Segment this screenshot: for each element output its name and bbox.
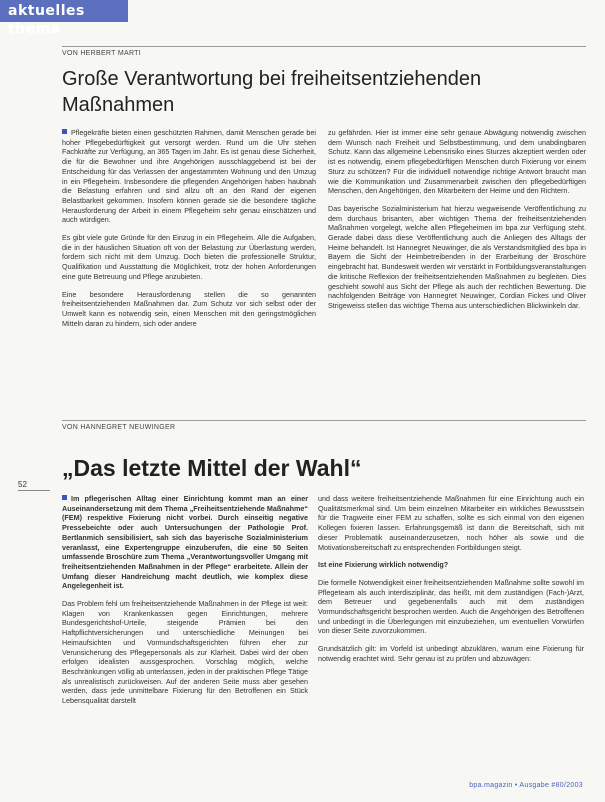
bullet-square-icon: [62, 129, 67, 134]
lead-paragraph: Im pflegerischen Alltag einer Einrichtung kommt man an einer Auseinandersetzung mit dem Thema „Freiheitsentziehende Maßnahme“ (FEM) respektive Fixierung nicht vorbei. Durch einseitig negative Pressebeichte oder auch Untersuchungen der Pathologie Prof. Bertlanmich sensibilisiert, sah sich das bayerische Sozialministerium veranlasst, eine Expertengruppe einzuberufen, die eine 50 Seiten umfassende Broschüre zum Thema „Verantwortungsvoller Umgang mit freiheitsentziehenden Maßnahmen in der Pflege“ erarbeitete. Allein der Umfang dieser Handreichung macht deutlich, wie komplex diese Angelegenheit ist.: [62, 494, 308, 591]
paragraph: Das Problem fehl um freiheitsentziehende Maßnahmen in der Pflege ist weit: Klagen von Krankenkassen gegen Einrichtungen, mehrere Bundesgerichtshof-Urteile, steigende Prämien bei den Haftpflichtversicherungen und unterschiedliche Meinungen bei Heimaufsichten und Vormundschaftsgerichten führen eher zur Verunsicherung des Pflegepersonals als zur Klarheit. Dabei wird der oben erfolgen idealisten aussgesprochen. Vorschlag möglich, welche Beschränkungen völlig ab unterlassen, jeden in der praktischen Pflege Tätige als unrealistisch zurückweisen. Auf der anderen Seite muss aber gesehen werden, dass jede unmittelbare Fixierung für den Betroffenen ein Stück Lebensqualität darstellt: [62, 599, 308, 706]
article-title: Große Verantwortung bei freiheitsentziehenden Maßnahmen: [62, 68, 482, 116]
margin-rule: [18, 490, 50, 491]
paragraph: Die formelle Notwendigkeit einer freiheitsentziehenden Maßnahme sollte sowohl im Pflegeteam als auch interdisziplinär, das heißt, mit dem zuständigen (Fach-)Arzt, dem Betreuer und gegebenenfalls auch mit dem zuständigen Vormundschaftsgericht besprochen werden. Auch die Angehörigen des Betroffenen und unbedingt in die Überlegungen mit einzubeziehen, um eventuellen Vorwürfen von dieser Seite zuvorzukommen.: [318, 577, 584, 636]
section-header-bar: [0, 0, 128, 37]
divider: [62, 420, 586, 421]
article-column-right: [316, 128, 586, 319]
bullet-square-icon: [62, 495, 67, 500]
paragraph: Es gibt viele gute Gründe für den Einzug in ein Pflegeheim. Alle die Aufgaben, die in der häuslichen Situation oft von der Belastung zur Überlastung werden, fordern sich nicht mit dem Umzug. Doch bieten die professionelle Struktur, Qualifikation und Ausstattung die Möglichkeit, trotz der hohen Anforderungen eine gute Betreuung und Pflege anzubieten.: [62, 233, 316, 281]
article-column-left: [62, 128, 316, 336]
section-label: aktuelles thema: [8, 3, 85, 37]
subheading: Ist eine Fixierung wirklich notwendig?: [318, 560, 449, 570]
article-title: „Das letzte Mittel der Wahl“: [62, 455, 362, 481]
divider: [62, 46, 586, 47]
paragraph: und dass weitere freiheitsentziehende Maßnahmen für eine Einrichtung auch ein Qualitätsmerkmal sind. Um beim einzelnen Mitarbeiter ein wirkliches Bewusstsein für die Tragweite einer FEM zu schaffen, sollte es sich einmal von den eigenen Kollegen fixieren lassen. Erfahrungsgemäß ist dann die Bereitschaft, sich mit dieser Problematik auseinanderzusetzen, noch höher als sowie und die Motivationsbereitschaft zu entsprechenden Fortbildungen steigt.: [318, 494, 584, 552]
article-column-right: [318, 494, 584, 672]
paragraph: Grundsätzlich gilt: im Vorfeld ist unbedingt abzuklären, warum eine Fixierung für notwendig erachtet wird. Sehr genau ist zu prüfen und abzuwägen:: [318, 644, 584, 663]
footer-text: bpa.magazin • Ausgabe #80/2003: [469, 782, 583, 789]
paragraph: Das bayerische Sozialministerium hat hierzu wegweisende Veröffentlichung zu dem durchaus brisanten, aber wichtigen Thema der freiheitsentziehenden Maßnahmen vorgelegt, welche allen Pflegeheimen im bpa zur Verfügung steht. Gerade dabei dass diese Veröffentlichung auch die Anliegen des Alltags der Heime behandelt. Ist Hannegret Neuwinger, die als Verstandsmitglied des bpa in Bayern die Sicht der Heimbetreibenden in der Erarbeitung der Broschüre eingebracht hat. Bundesweit werden wir verstärkt in Fortbildungsveranstaltungen die kritische Reflexion der freiheitsentziehenden Maßnahmen zu begleiten. Dies geschieht sowohl aus Sicht der Pflege als auch der rechtlichen Bewertung. Die nachfolgenden Beiträge von Hannegret Neuwinger, Cordian Fickes und Oliver Strigeweiss stellen das wichtige Thema aus unterschiedlichen Blickwinkeln dar.: [328, 203, 586, 310]
article-column-left: [62, 494, 308, 714]
paragraph: Eine besondere Herausforderung stellen die so genannten freiheitsentziehenden Maßnahmen dar. Zum Schutz vor sich selbst oder der Umwelt kann es notwendig sein, einen Menschen mit den geringstmöglichen Mitteln daran zu hindern, sich oder andere: [62, 289, 316, 328]
paragraph: Pflegekräfte bieten einen geschützten Rahmen, damit Menschen gerade bei hoher Pflegebedürftigkeit gut versorgt werden. Rund um die Uhr stehen Fachkräfte zur Verfügung, an 365 Tagen im Jahr. Es ist genau diese Sicherheit, die für die Bewohner und ihre Angehörigen ausschlaggebend ist bei der Entscheidung für das Verlassen der angestammten Wohnung und den Umzug in ein Pflegeheim. Insbesondere die pflegenden Angehörigen haben haubnah die Belastung erfahren und sind allzu oft an den Rand der eigenen Belastbarkeit gekommen. Insofern können gerade sie die besondere tägliche Herausforderung der Arbeit in einem Pflegeheim sehr genau einschätzen und auch würdigen.: [62, 128, 316, 225]
paragraph: zu gefährden. Hier ist immer eine sehr genaue Abwägung notwendig zwischen dem Wunsch nach Freiheit und Selbstbestimmung, und dem unabdingbaren Schutz. Kann das allgemeine Lebensrisiko eines Sturzes akzeptiert werden oder ist es notwendig, einem pflegebedürftigen Menschen durch Fixierung vor einem Sturz zu schützen? Für die individuell notwendige richtige Antwort braucht man wie die Kommunikation und Zusammenarbeit zwischen den pflegebedürftigen Menschen, den Angehörigen, den Mitarbeitern der Heime und den Richtern.: [328, 128, 586, 196]
page-number: 52: [18, 480, 27, 489]
byline: VON HANNEGRET NEUWINGER: [62, 424, 176, 431]
byline: VON HERBERT MARTI: [62, 50, 142, 57]
